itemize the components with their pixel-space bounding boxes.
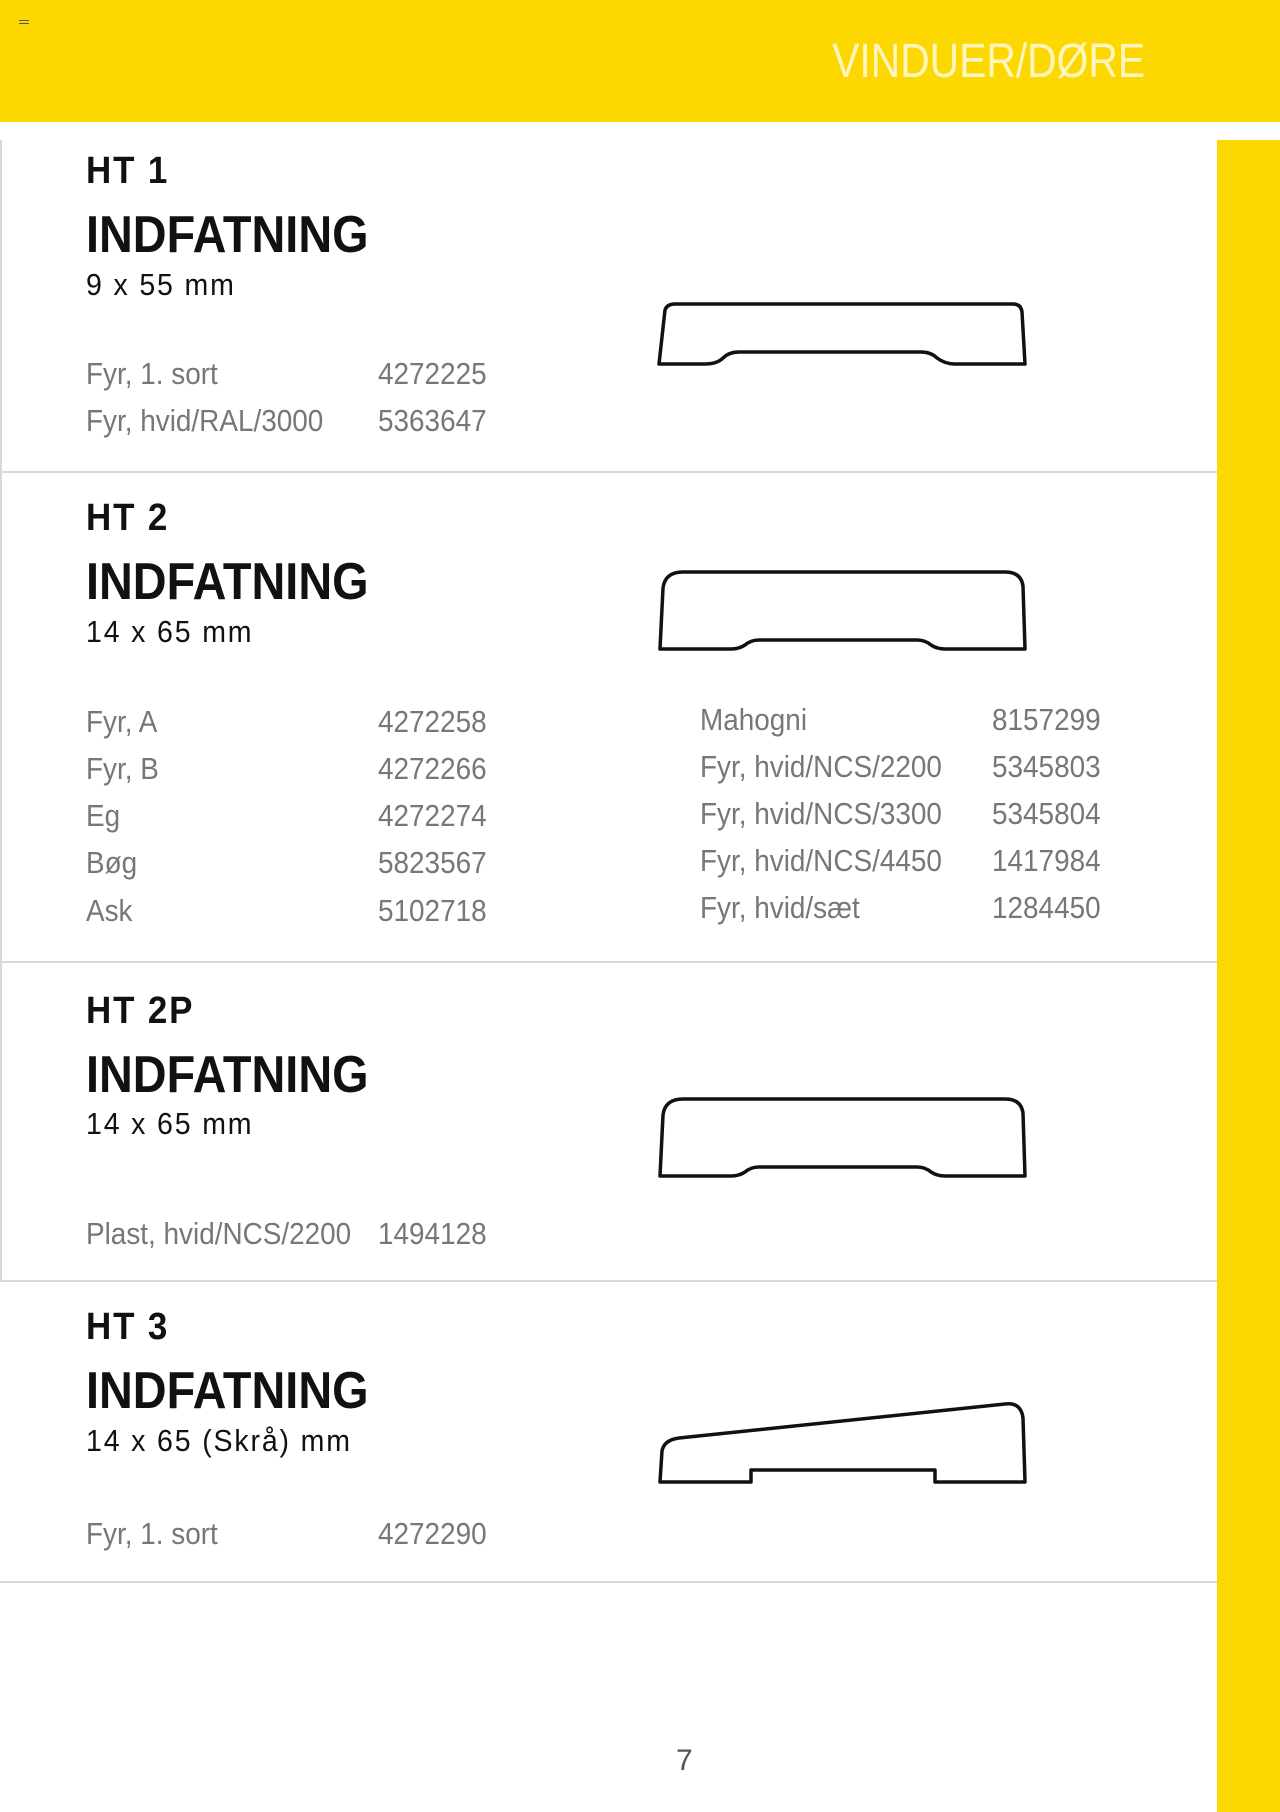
section-divider [0,1581,1217,1583]
section-dims: 14 x 65 mm [86,614,254,649]
section-kind: INDFATNING [86,1362,369,1420]
section-divider [0,1280,1217,1282]
item-name: Fyr, hvid/NCS/2200 [700,749,942,784]
section-dims: 14 x 65 mm [86,1106,254,1141]
profile-drawing [655,1396,1030,1486]
left-rule [0,140,2,1280]
section-code: HT 2 [86,497,170,539]
page-header [0,0,1280,122]
item-number: 1284450 [992,890,1101,925]
section-kind: INDFATNING [86,553,369,611]
item-name: Fyr, A [86,704,158,739]
item-number: 5345803 [992,749,1101,784]
section-code: HT 1 [86,150,170,192]
item-number: 4272274 [378,798,487,833]
item-number: 4272225 [378,356,487,391]
item-number: 4272258 [378,704,487,739]
item-name: Plast, hvid/NCS/2200 [86,1216,352,1251]
section-kind: INDFATNING [86,1046,369,1104]
section-code: HT 2P [86,990,195,1032]
side-accent-bar [1217,140,1280,1812]
item-number: 4272290 [378,1516,487,1551]
item-name: Fyr, B [86,751,159,786]
menu-icon[interactable] [19,20,29,27]
item-name: Mahogni [700,702,808,737]
item-name: Fyr, hvid/sæt [700,890,860,925]
item-name: Fyr, hvid/RAL/3000 [86,403,324,438]
item-number: 8157299 [992,702,1101,737]
item-name: Eg [86,798,121,833]
section-dims: 14 x 65 (Skrå) mm [86,1423,352,1458]
item-name: Fyr, 1. sort [86,356,218,391]
section-kind: INDFATNING [86,206,369,264]
item-number: 1494128 [378,1216,487,1251]
item-number: 1417984 [992,843,1101,878]
item-name: Ask [86,893,133,928]
item-name: Bøg [86,845,138,880]
section-divider [0,471,1217,473]
section-code: HT 3 [86,1306,170,1348]
item-number: 5345804 [992,796,1101,831]
item-number: 5363647 [378,403,487,438]
section-divider [0,961,1217,963]
section-dims: 9 x 55 mm [86,267,236,302]
page-number: 7 [676,1744,693,1777]
profile-drawing [655,298,1030,370]
item-number: 4272266 [378,751,487,786]
item-name: Fyr, hvid/NCS/3300 [700,796,942,831]
header-title: VINDUER/DØRE [832,35,1145,88]
profile-drawing [655,566,1030,654]
item-name: Fyr, 1. sort [86,1516,218,1551]
item-number: 5823567 [378,845,487,880]
item-number: 5102718 [378,893,487,928]
item-name: Fyr, hvid/NCS/4450 [700,843,942,878]
profile-drawing [655,1093,1030,1181]
